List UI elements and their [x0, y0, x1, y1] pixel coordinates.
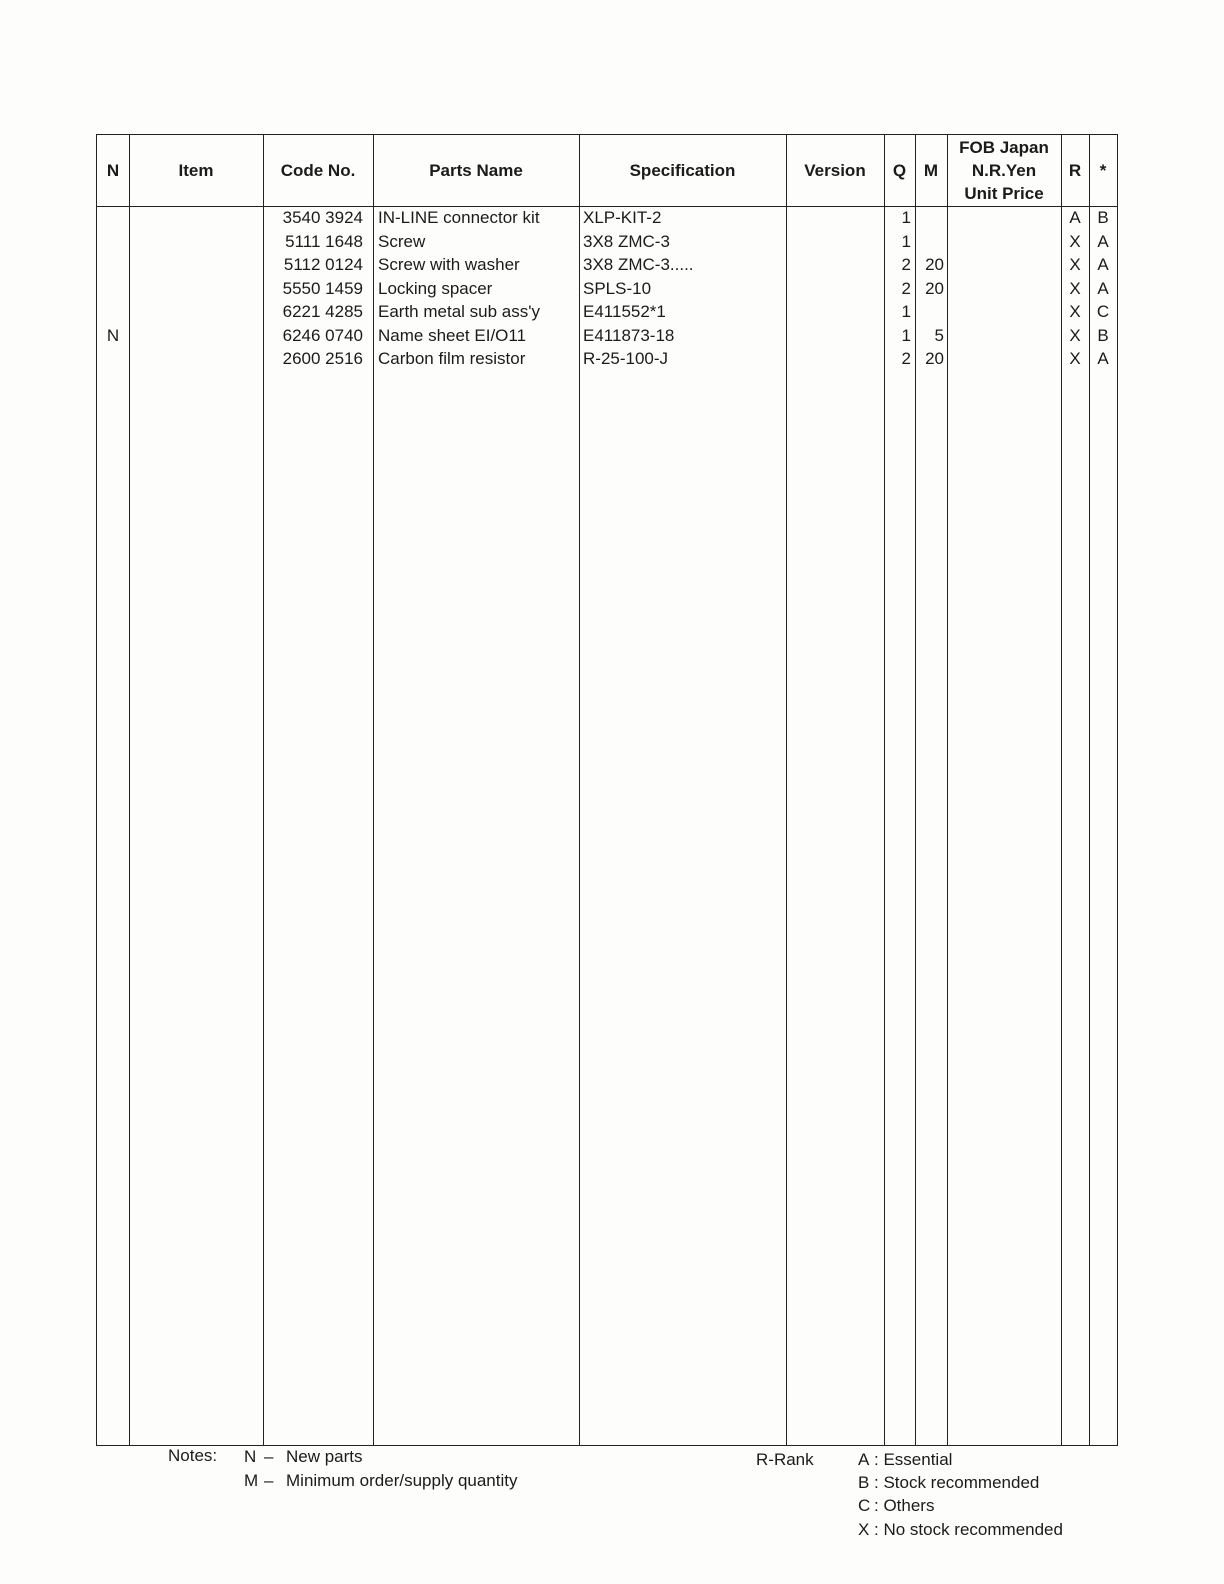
- row-q: 2: [901, 349, 911, 368]
- row-r: A: [1069, 208, 1081, 227]
- row-star: A: [1097, 278, 1109, 298]
- rank-key-x: X: [858, 1520, 870, 1539]
- header-specification: Specification: [629, 161, 736, 180]
- row-code: 2600 2516: [282, 349, 363, 368]
- row-star: A: [1097, 231, 1109, 251]
- note-n-dash: –: [264, 1447, 274, 1466]
- row-code: 3540 3924: [282, 208, 363, 227]
- row-star: B: [1097, 325, 1109, 345]
- table-row: [97, 254, 1117, 278]
- row-r: X: [1069, 325, 1081, 345]
- header-m: M: [923, 161, 939, 180]
- row-specification: 3X8 ZMC-3: [583, 231, 670, 251]
- row-m: 20: [925, 278, 944, 298]
- row-star: A: [1097, 255, 1109, 274]
- header-star: *: [1099, 161, 1107, 180]
- header-r: R: [1068, 161, 1082, 180]
- row-r: X: [1069, 302, 1081, 321]
- row-specification: 3X8 ZMC-3.....: [583, 255, 694, 274]
- rank-label: R-Rank: [756, 1450, 814, 1469]
- row-parts-name: Name sheet EI/O11: [378, 325, 527, 345]
- rank-key-a: A: [858, 1450, 870, 1469]
- row-specification: R-25-100-J: [583, 349, 669, 368]
- table-row: [97, 348, 1117, 372]
- row-q: 2: [901, 278, 911, 298]
- row-r: X: [1069, 231, 1081, 251]
- row-star: A: [1097, 349, 1109, 368]
- row-q: 1: [901, 208, 911, 227]
- header-price-line3: Unit Price: [964, 184, 1044, 203]
- header-version: Version: [804, 161, 866, 180]
- row-m: 20: [925, 349, 944, 368]
- row-q: 1: [901, 325, 911, 345]
- header-price-line1: FOB Japan: [959, 138, 1049, 157]
- header-unit-price: [947, 135, 1061, 206]
- row-q: 1: [901, 302, 911, 321]
- note-n-text: New parts: [286, 1447, 363, 1466]
- row-r: X: [1069, 349, 1081, 368]
- table-row: [97, 278, 1117, 302]
- row-parts-name: Locking spacer: [378, 278, 493, 298]
- rank-text-b: : Stock recommended: [874, 1473, 1040, 1492]
- table-row: [97, 231, 1117, 255]
- row-m: 5: [934, 325, 944, 345]
- row-parts-name: Screw with washer: [378, 255, 520, 274]
- row-parts-name: Carbon film resistor: [378, 349, 526, 368]
- row-specification: E411552*1: [583, 302, 666, 321]
- row-code: 5111 1648: [285, 231, 363, 251]
- header-q: Q: [892, 161, 907, 180]
- row-r: X: [1069, 278, 1081, 298]
- row-parts-name: Earth metal sub ass'y: [378, 302, 540, 321]
- row-star: B: [1097, 208, 1109, 227]
- table-row: [97, 207, 1117, 231]
- row-specification: SPLS-10: [583, 278, 652, 298]
- row-code: 5550 1459: [282, 278, 363, 298]
- header-n: N: [106, 161, 120, 180]
- row-parts-name: Screw: [378, 231, 426, 251]
- row-q: 1: [901, 231, 911, 251]
- row-specification: E411873-18: [583, 325, 675, 345]
- notes-label: Notes:: [168, 1446, 218, 1465]
- header-item: Item: [178, 161, 214, 180]
- rank-text-a: : Essential: [874, 1450, 953, 1469]
- note-m-dash: –: [264, 1471, 274, 1490]
- row-star: C: [1096, 302, 1110, 321]
- table-row: [97, 301, 1117, 325]
- row-new-flag: N: [106, 325, 120, 345]
- row-specification: XLP-KIT-2: [583, 208, 662, 227]
- rank-text-c: : Others: [874, 1496, 935, 1515]
- note-n-key: N: [244, 1447, 257, 1466]
- row-code: 5112 0124: [283, 255, 363, 274]
- header-price-line2: N.R.Yen: [971, 161, 1037, 180]
- row-m: 20: [925, 255, 944, 274]
- note-m-text: Minimum order/supply quantity: [286, 1471, 518, 1490]
- rank-key-c: C: [858, 1496, 871, 1515]
- note-m-key: M: [244, 1471, 259, 1490]
- header-code-no: Code No.: [280, 161, 356, 180]
- row-code: 6221 4285: [282, 302, 363, 321]
- rank-text-x: : No stock recommended: [874, 1520, 1063, 1539]
- header-parts-name: Parts Name: [429, 161, 523, 180]
- rank-key-b: B: [858, 1473, 870, 1492]
- parts-list-table: [96, 134, 1118, 1446]
- row-r: X: [1069, 255, 1081, 274]
- row-q: 2: [901, 255, 911, 274]
- row-code: 6246 0740: [282, 325, 363, 345]
- table-row: [97, 325, 1117, 349]
- row-parts-name: IN-LINE connector kit: [378, 208, 540, 227]
